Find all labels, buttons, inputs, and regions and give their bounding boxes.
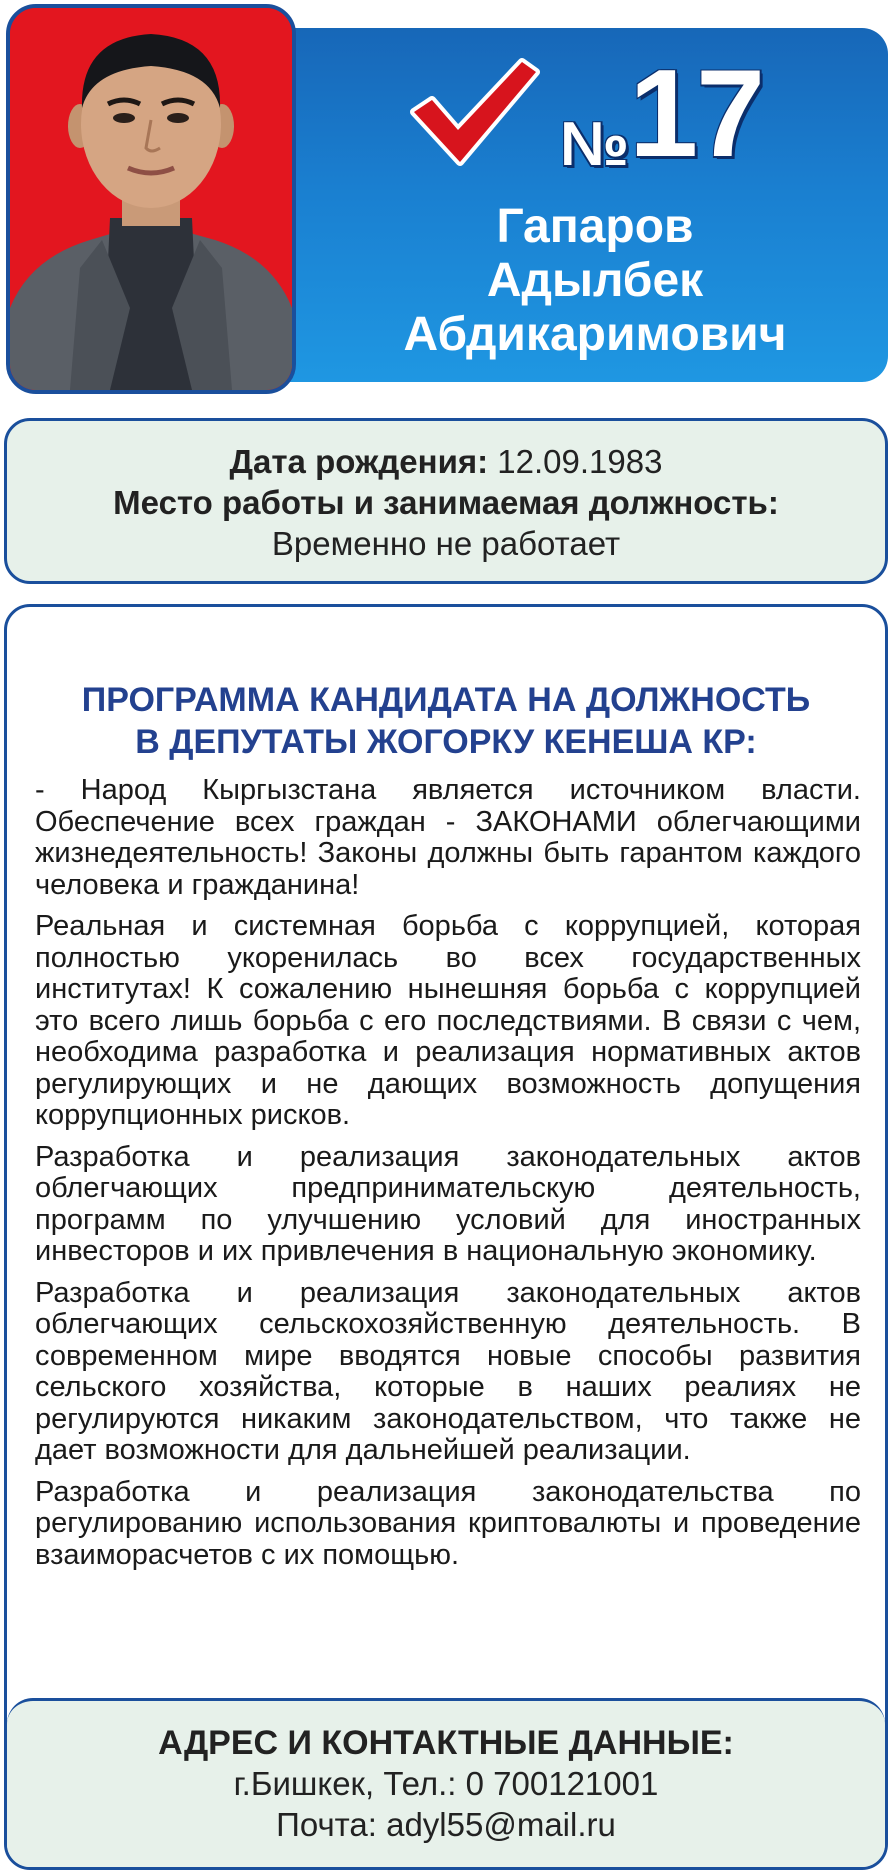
- work-label: Место работы и занимаемая должность:: [113, 484, 779, 521]
- contacts-section: [7, 1698, 885, 1867]
- candidate-header: [0, 0, 892, 396]
- program-paragraph: Разработка и реализация законодательных актов облегчающих предпринимательскую деятельность, программ по улучшению условий для иностранных инвесторов и их привлечения в национальную экономику.: [35, 1140, 861, 1267]
- work-label-line: [7, 482, 885, 523]
- candidate-info-box: [4, 418, 888, 584]
- contacts-phone: г.Бишкек, Тел.: 0 700121001: [233, 1765, 659, 1802]
- program-title: [7, 679, 885, 763]
- contacts-title: АДРЕС И КОНТАКТНЫЕ ДАННЫЕ:: [158, 1724, 734, 1762]
- candidate-number: [560, 45, 880, 183]
- birth-date-label: Дата рождения:: [229, 443, 489, 480]
- program-paragraph: Реальная и системная борьба с коррупцией, которая полностью укоренилась во всех государственных институтах! К сожалению нынешняя борьба с коррупцией это всего лишь борьба с его последствиями. В связи с чем, необходима разработка и реализация нормативных актов регулирующих и не дающих возможность допущения коррупционных рисков.: [35, 910, 861, 1131]
- program-paragraph: Разработка и реализация законодательных актов облегчающих сельскохозяйственную деятельность. В современном мире вводятся новые способы развития сельского хозяйства, которые в наших реалиях не регулируются никаким законодательством, что также не дает возможности для дальнейшей реализации.: [35, 1276, 861, 1466]
- number-value: 17: [629, 45, 764, 183]
- program-title-line: ПРОГРАММА КАНДИДАТА НА ДОЛЖНОСТЬ: [81, 681, 811, 719]
- program-paragraph: - Народ Кыргызстана является источником власти. Обеспечение всех граждан - ЗАКОНАМИ облегчающими жизнедеятельность! Законы должны быть гарантом каждого человека и гражданина!: [35, 774, 861, 901]
- program-text: [35, 775, 861, 1581]
- first-name: Адылбек: [486, 254, 704, 307]
- work-value: Временно не работает: [271, 525, 621, 562]
- patronymic: Абдикаримович: [403, 308, 787, 361]
- contacts-email: Почта: adyl55@mail.ru: [276, 1806, 616, 1843]
- candidate-photo: [6, 4, 296, 394]
- number-sign: №: [560, 110, 630, 179]
- program-box: [4, 604, 888, 1870]
- surname: Гапаров: [496, 200, 694, 253]
- birth-date-value: 12.09.1983: [497, 443, 663, 480]
- checkmark-icon: [410, 58, 540, 173]
- program-paragraph: Разработка и реализация законодательства по регулированию использования криптовалюты и проведение взаиморасчетов с их помощью.: [35, 1475, 861, 1571]
- birth-date-line: [7, 441, 885, 482]
- candidate-name: [300, 200, 890, 362]
- program-title-line: В ДЕПУТАТЫ ЖОГОРКУ КЕНЕША КР:: [135, 723, 757, 761]
